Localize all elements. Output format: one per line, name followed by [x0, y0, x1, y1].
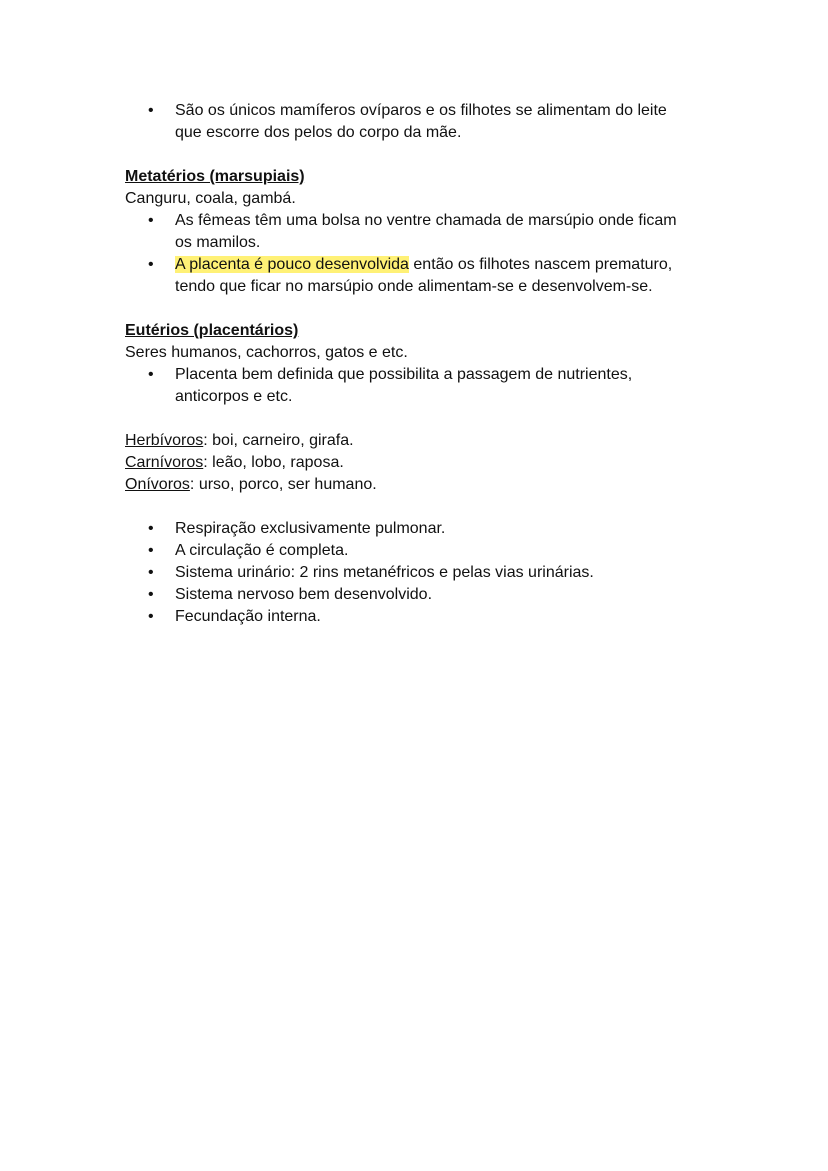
text-line: São os únicos mamíferos ovíparos e os filhotes se alimentam do leite [175, 102, 667, 119]
text-span: então os filhotes nascem prematuro, [408, 256, 673, 273]
document-content [125, 100, 725, 628]
text-line: A circulação é completa. [175, 542, 349, 559]
list-item [125, 254, 725, 298]
bullet-icon: • [148, 542, 154, 559]
list-item [125, 100, 725, 144]
text-span: : leão, lobo, raposa. [203, 454, 344, 471]
diet-line-carnivoros [125, 452, 725, 474]
text-line: Sistema nervoso bem desenvolvido. [175, 586, 433, 603]
bullet-icon: • [148, 366, 154, 383]
text-line: Respiração exclusivamente pulmonar. [175, 520, 446, 537]
text-line [175, 254, 725, 276]
text-line: Fecundação interna. [175, 608, 321, 625]
section-heading-metaterios: Metatérios (marsupiais) [125, 168, 305, 185]
spacer [125, 408, 725, 430]
examples-text: Canguru, coala, gambá. [125, 190, 296, 207]
term-onivoros: Onívoros [125, 476, 190, 493]
bullet-icon: • [148, 520, 154, 537]
term-herbivoros: Herbívoros [125, 432, 204, 449]
bullet-icon: • [148, 256, 154, 273]
term-carnivoros: Carnívoros [125, 454, 204, 471]
bullet-icon: • [148, 102, 154, 119]
diet-line-herbivoros [125, 430, 725, 452]
list-item [125, 518, 725, 540]
section-heading-euterios: Eutérios (placentários) [125, 322, 299, 339]
text-line: anticorpos e etc. [175, 388, 293, 405]
bullet-icon: • [148, 212, 154, 229]
text-line: que escorre dos pelos do corpo da mãe. [175, 124, 462, 141]
text-span: : urso, porco, ser humano. [189, 476, 377, 493]
spacer [125, 496, 725, 518]
bullet-icon: • [148, 608, 154, 625]
list-item [125, 562, 725, 584]
highlighted-text: A placenta é pouco desenvolvida [175, 256, 409, 273]
diet-line-onivoros [125, 474, 725, 496]
examples-text: Seres humanos, cachorros, gatos e etc. [125, 344, 408, 361]
spacer [125, 144, 725, 166]
list-item [125, 540, 725, 562]
text-span: : boi, carneiro, girafa. [203, 432, 354, 449]
text-line: tendo que ficar no marsúpio onde alimentam-se e desenvolvem-se. [175, 278, 653, 295]
text-line: Placenta bem definida que possibilita a passagem de nutrientes, [175, 366, 633, 383]
list-item [125, 606, 725, 628]
text-line: os mamilos. [175, 234, 261, 251]
bullet-icon: • [148, 564, 154, 581]
spacer [125, 298, 725, 320]
list-item [125, 364, 725, 408]
list-item [125, 210, 725, 254]
text-line: As fêmeas têm uma bolsa no ventre chamada de marsúpio onde ficam [175, 212, 677, 229]
text-line: Sistema urinário: 2 rins metanéfricos e pelas vias urinárias. [175, 564, 594, 581]
bullet-icon: • [148, 586, 154, 603]
list-item [125, 584, 725, 606]
